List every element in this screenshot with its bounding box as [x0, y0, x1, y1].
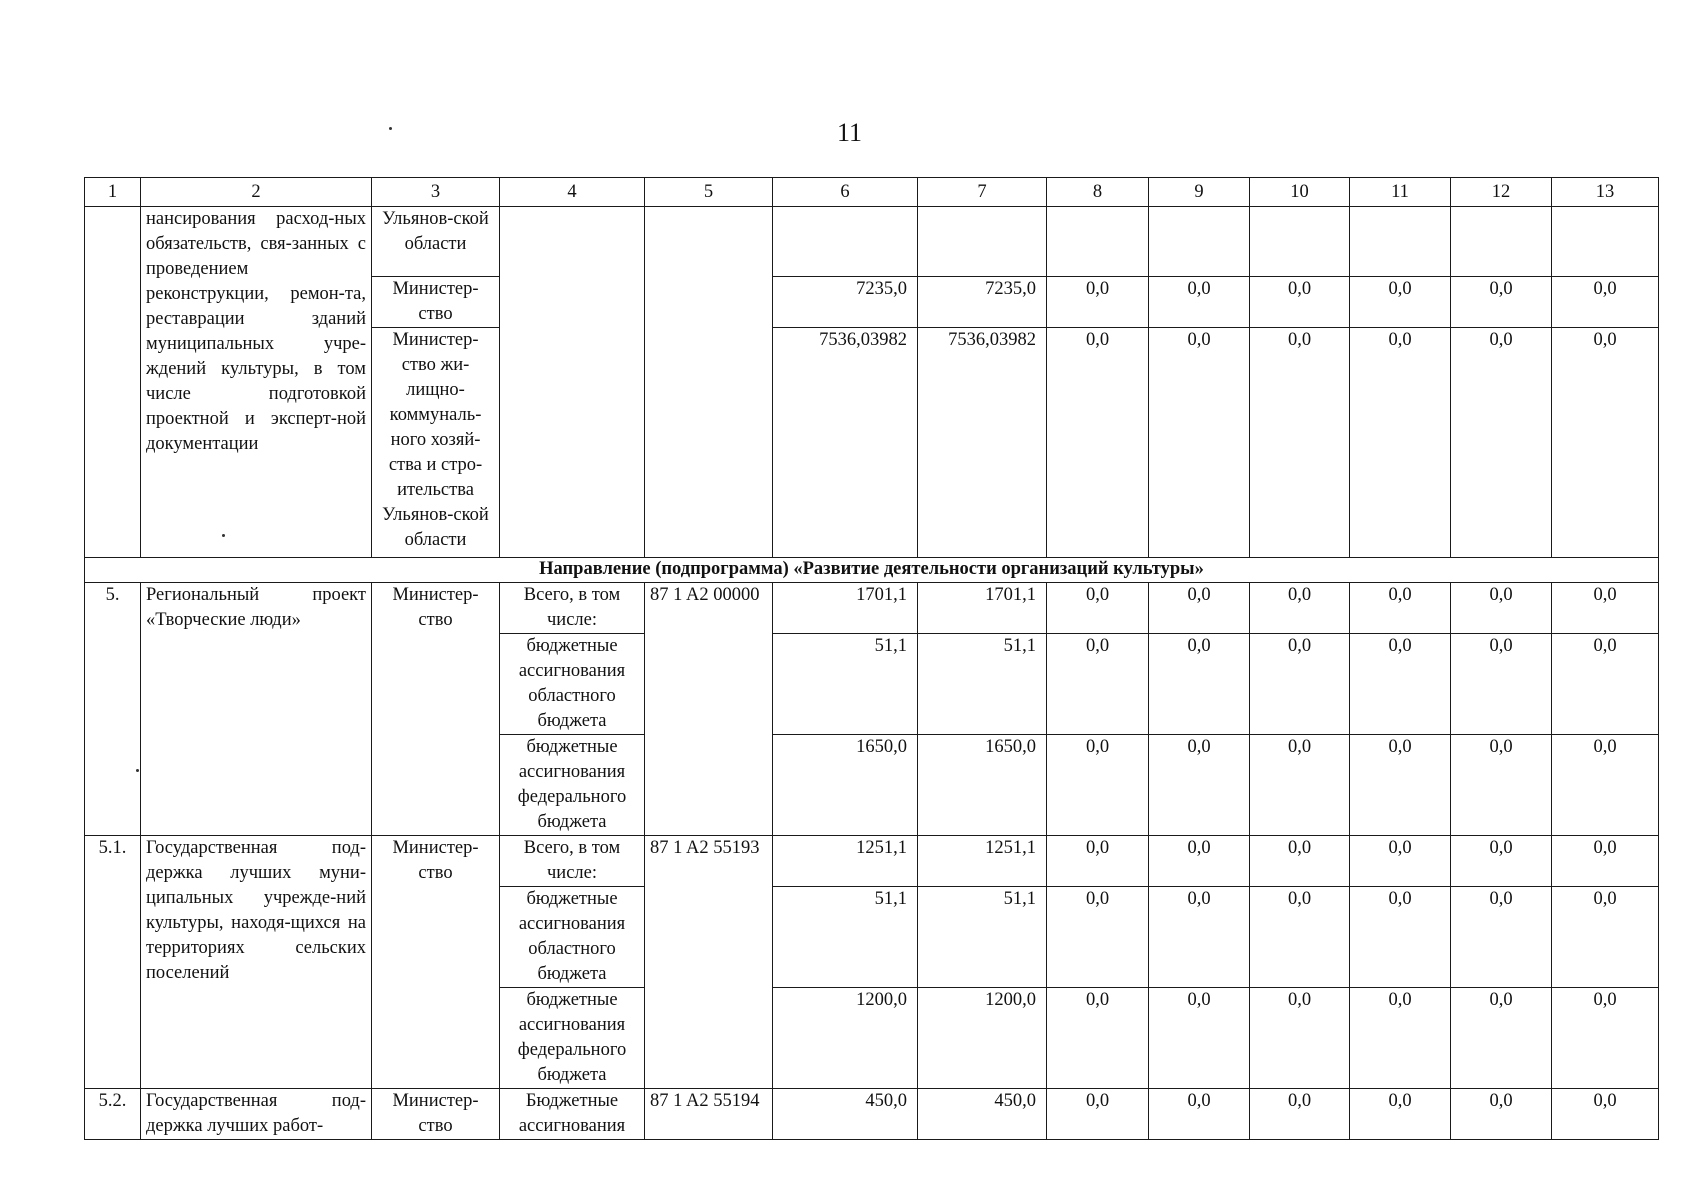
- entry-executor: Министер-ство: [372, 583, 500, 836]
- value-cell-col12: 0,0: [1451, 1089, 1552, 1140]
- value-cell-col9: 0,0: [1149, 583, 1250, 634]
- value-cell-col6: 450,0: [773, 1089, 918, 1140]
- value-cell-col6: 1251,1: [773, 836, 918, 887]
- value-cell-col10: 0,0: [1250, 277, 1350, 328]
- value-cell-col13: 0,0: [1552, 277, 1659, 328]
- value-cell-col12: 0,0: [1451, 634, 1552, 735]
- value-cell-col12: [1451, 207, 1552, 277]
- value-cell-col8: 0,0: [1047, 634, 1149, 735]
- header-col-7: 7: [918, 178, 1047, 207]
- value-cell-col11: 0,0: [1350, 988, 1451, 1089]
- header-col-9: 9: [1149, 178, 1250, 207]
- value-cell-col9: 0,0: [1149, 735, 1250, 836]
- value-cell-col12: 0,0: [1451, 735, 1552, 836]
- value-cell-col7: 51,1: [918, 634, 1047, 735]
- value-cell-col10: 0,0: [1250, 1089, 1350, 1140]
- value-cell-col9: [1149, 207, 1250, 277]
- entry-name: Государственная под-держка лучших работ-: [141, 1089, 372, 1140]
- value-cell-col13: 0,0: [1552, 988, 1659, 1089]
- entry-number: 5.: [85, 583, 141, 836]
- value-cell-col7: 51,1: [918, 887, 1047, 988]
- entry-name: Государственная под-держка лучших муни-ципальных учрежде-ний культуры, находя-щихся на территориях сельских поселений: [141, 836, 372, 1089]
- budget-code: 87 1 A2 55194: [645, 1089, 773, 1140]
- header-col-4: 4: [500, 178, 645, 207]
- value-cell-col10: 0,0: [1250, 735, 1350, 836]
- value-cell-col11: [1350, 207, 1451, 277]
- value-cell-col6: 1650,0: [773, 735, 918, 836]
- value-cell-col8: 0,0: [1047, 988, 1149, 1089]
- value-cell-col9: 0,0: [1149, 1089, 1250, 1140]
- value-cell-col8: 0,0: [1047, 836, 1149, 887]
- value-cell-col11: 0,0: [1350, 887, 1451, 988]
- value-cell-col12: 0,0: [1451, 328, 1552, 558]
- header-col-11: 11: [1350, 178, 1451, 207]
- value-cell-col8: 0,0: [1047, 735, 1149, 836]
- executor-cell: Ульянов-ской области: [372, 207, 500, 277]
- header-col-2: 2: [141, 178, 372, 207]
- value-cell-col11: 0,0: [1350, 583, 1451, 634]
- funding-source: бюджетные ассигнования федерального бюджета: [500, 735, 645, 836]
- value-cell-col10: 0,0: [1250, 634, 1350, 735]
- budget-table: [84, 177, 1659, 1140]
- header-row: [85, 178, 1659, 207]
- page-number: 11: [836, 118, 863, 147]
- table-row: [85, 836, 1659, 887]
- value-cell-col9: 0,0: [1149, 836, 1250, 887]
- value-cell-col13: [1552, 207, 1659, 277]
- executor-cell: Министер-ство жи-лищно-коммуналь-ного хозяй-ства и стро-ительства Ульянов-ской области: [372, 328, 500, 558]
- header-col-12: 12: [1451, 178, 1552, 207]
- value-cell-col13: 0,0: [1552, 735, 1659, 836]
- value-cell-col10: 0,0: [1250, 887, 1350, 988]
- header-col-13: 13: [1552, 178, 1659, 207]
- budget-code: 87 1 A2 00000: [645, 583, 773, 836]
- value-cell-col7: 1251,1: [918, 836, 1047, 887]
- value-cell-col12: 0,0: [1451, 277, 1552, 328]
- value-cell-col11: 0,0: [1350, 1089, 1451, 1140]
- header-col-1: 1: [85, 178, 141, 207]
- value-cell-col8: 0,0: [1047, 887, 1149, 988]
- header-col-6: 6: [773, 178, 918, 207]
- value-cell-col7: 1650,0: [918, 735, 1047, 836]
- value-cell-col13: 0,0: [1552, 634, 1659, 735]
- value-cell-col7: [918, 207, 1047, 277]
- value-cell-col10: [1250, 207, 1350, 277]
- entry-executor: Министер-ство: [372, 836, 500, 1089]
- value-cell-col11: 0,0: [1350, 634, 1451, 735]
- value-cell-col12: 0,0: [1451, 887, 1552, 988]
- entry-name: Региональный проект «Творческие люди»: [141, 583, 372, 836]
- funding-source: бюджетные ассигнования федерального бюджета: [500, 988, 645, 1089]
- table-row: [85, 207, 1659, 277]
- value-cell-col12: 0,0: [1451, 988, 1552, 1089]
- value-cell-col6: 7235,0: [773, 277, 918, 328]
- value-cell-col6: 1701,1: [773, 583, 918, 634]
- code-cell: [645, 207, 773, 558]
- value-cell-col9: 0,0: [1149, 277, 1250, 328]
- value-cell-col13: 0,0: [1552, 583, 1659, 634]
- executor-cell: Министер-ство: [372, 277, 500, 328]
- value-cell-col6: [773, 207, 918, 277]
- value-cell-col7: 7235,0: [918, 277, 1047, 328]
- source-cell: [500, 207, 645, 558]
- value-cell-col10: 0,0: [1250, 328, 1350, 558]
- value-cell-col13: 0,0: [1552, 836, 1659, 887]
- value-cell-col6: 7536,03982: [773, 328, 918, 558]
- funding-source: Всего, в том числе:: [500, 583, 645, 634]
- value-cell-col8: 0,0: [1047, 1089, 1149, 1140]
- value-cell-col8: 0,0: [1047, 277, 1149, 328]
- section-title: Направление (подпрограмма) «Развитие деятельности организаций культуры»: [85, 558, 1659, 583]
- value-cell-col7: 1200,0: [918, 988, 1047, 1089]
- budget-code: 87 1 A2 55193: [645, 836, 773, 1089]
- value-cell-col13: 0,0: [1552, 1089, 1659, 1140]
- value-cell-col7: 7536,03982: [918, 328, 1047, 558]
- value-cell-col11: 0,0: [1350, 277, 1451, 328]
- header-col-5: 5: [645, 178, 773, 207]
- value-cell-col13: 0,0: [1552, 887, 1659, 988]
- value-cell-col8: 0,0: [1047, 583, 1149, 634]
- value-cell-col12: 0,0: [1451, 583, 1552, 634]
- funding-source: бюджетные ассигнования областного бюджета: [500, 634, 645, 735]
- table-row: [85, 1089, 1659, 1140]
- num-cell: [85, 207, 141, 558]
- value-cell-col11: 0,0: [1350, 735, 1451, 836]
- value-cell-col6: 51,1: [773, 887, 918, 988]
- value-cell-col10: 0,0: [1250, 836, 1350, 887]
- value-cell-col7: 1701,1: [918, 583, 1047, 634]
- value-cell-col7: 450,0: [918, 1089, 1047, 1140]
- value-cell-col8: 0,0: [1047, 328, 1149, 558]
- value-cell-col13: 0,0: [1552, 328, 1659, 558]
- value-cell-col11: 0,0: [1350, 836, 1451, 887]
- entry-executor: Министер-ство: [372, 1089, 500, 1140]
- value-cell-col9: 0,0: [1149, 634, 1250, 735]
- funding-source: Бюджетные ассигнования: [500, 1089, 645, 1140]
- section-header-row: [85, 558, 1659, 583]
- table-row: [85, 583, 1659, 634]
- value-cell-col9: 0,0: [1149, 887, 1250, 988]
- value-cell-col9: 0,0: [1149, 328, 1250, 558]
- value-cell-col9: 0,0: [1149, 988, 1250, 1089]
- header-col-10: 10: [1250, 178, 1350, 207]
- entry-number: 5.2.: [85, 1089, 141, 1140]
- header-col-8: 8: [1047, 178, 1149, 207]
- funding-source: бюджетные ассигнования областного бюджета: [500, 887, 645, 988]
- entry-number: 5.1.: [85, 836, 141, 1089]
- name-cell: нансирования расход-ных обязательств, свя-занных с проведением реконструкции, ремон-та, реставрации зданий муниципальных учре-ждений культуры, в том числе подготовкой проектной и эксперт-ной документации: [141, 207, 372, 558]
- value-cell-col10: 0,0: [1250, 583, 1350, 634]
- funding-source: Всего, в том числе:: [500, 836, 645, 887]
- value-cell-col8: [1047, 207, 1149, 277]
- value-cell-col6: 51,1: [773, 634, 918, 735]
- value-cell-col10: 0,0: [1250, 988, 1350, 1089]
- value-cell-col11: 0,0: [1350, 328, 1451, 558]
- value-cell-col12: 0,0: [1451, 836, 1552, 887]
- header-col-3: 3: [372, 178, 500, 207]
- value-cell-col6: 1200,0: [773, 988, 918, 1089]
